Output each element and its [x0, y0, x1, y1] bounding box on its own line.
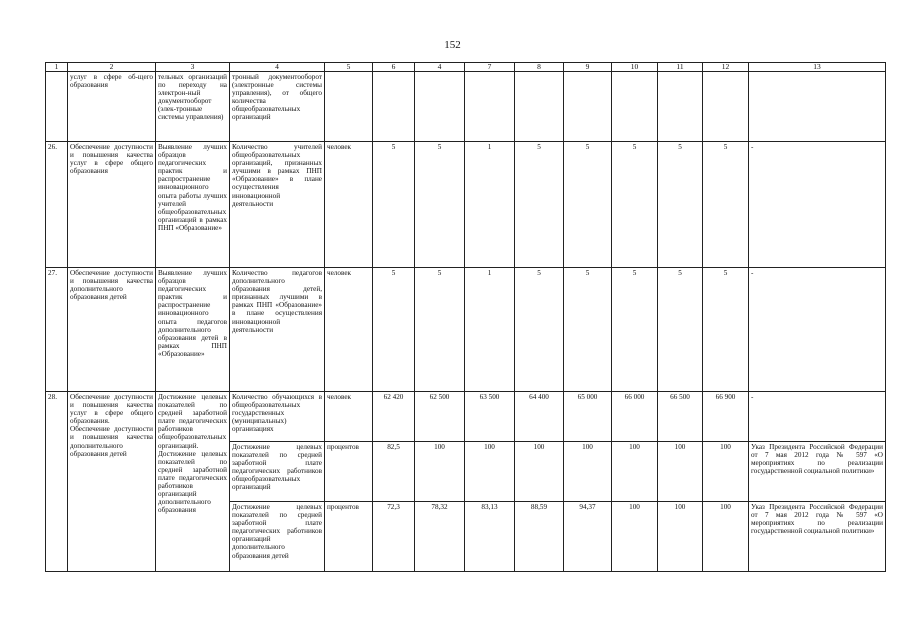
- value-cell: 100: [658, 502, 703, 572]
- note-cell: -: [749, 142, 886, 268]
- unit-cell: человек: [325, 268, 373, 392]
- value-cell: 63 500: [465, 392, 515, 442]
- note-cell: -: [749, 392, 886, 442]
- header-cell: 4: [230, 63, 325, 72]
- indicator-cell: Достижение целевых показателей по средней заработной плате педагогических работников организаций дополнительного образования детей: [230, 502, 325, 572]
- value-cell: 1: [465, 268, 515, 392]
- table-row-continuation: [46, 72, 886, 142]
- value-cell: 5: [612, 268, 658, 392]
- unit-cell: человек: [325, 392, 373, 442]
- value-cell: 100: [564, 442, 612, 502]
- event-cell: тельных организаций по переходу на электрон-ный документооборот (элек-тронные системы управления): [156, 72, 230, 142]
- page-number: 152: [444, 39, 461, 51]
- indicator-cell: Количество обучающихся в общеобразовательных государственных (муниципальных) организациях: [230, 392, 325, 442]
- value-cell: 100: [703, 442, 749, 502]
- value-cell: 100: [612, 502, 658, 572]
- value-cell: 100: [703, 502, 749, 572]
- indicator-cell: Количество учителей общеобразовательных организаций, признанных лучшими в рамках ПНП «Образование» в плане осуществления инновационной деятельности: [230, 142, 325, 268]
- value-cell: 5: [658, 142, 703, 268]
- unit-cell: процентов: [325, 502, 373, 572]
- value-cell: 66 000: [612, 392, 658, 442]
- value-cell: 5: [612, 142, 658, 268]
- event-cell: Выявление лучших образцов педагогических практик и распространение инновационного опыта педагогов дополнительного образования детей в рамках ПНП «Образование»: [156, 268, 230, 392]
- note-cell: -: [749, 268, 886, 392]
- header-cell: 8: [515, 63, 564, 72]
- goal-text: Обеспечение доступности и повышения качества услуг в сфере общего образования.: [70, 393, 153, 426]
- header-cell: 9: [564, 63, 612, 72]
- header-cell: 4: [415, 63, 465, 72]
- value-cell: 5: [415, 142, 465, 268]
- header-cell: 7: [465, 63, 515, 72]
- value-cell: 5: [658, 268, 703, 392]
- note-cell: Указ Президента Российской Федерации от 7 мая 2012 года № 597 «О мероприятиях по реализации государственной социальной политики»: [749, 502, 886, 572]
- header-cell: 13: [749, 63, 886, 72]
- value-cell: 1: [465, 142, 515, 268]
- value-cell: 100: [415, 442, 465, 502]
- header-cell: 5: [325, 63, 373, 72]
- header-cell: 6: [373, 63, 415, 72]
- goal-cell: Обеспечение доступности и повышения качества услуг в сфере общего образования: [68, 142, 156, 268]
- header-cell: 3: [156, 63, 230, 72]
- indicator-cell: Количество педагогов дополнительного образования детей, признанных лучшими в рамках ПНП «Образование» в плане осуществления инновационной деятельности: [230, 268, 325, 392]
- value-cell: 100: [465, 442, 515, 502]
- value-cell: 5: [373, 142, 415, 268]
- row-number: 26.: [46, 142, 68, 268]
- value-cell: 82,5: [373, 442, 415, 502]
- table-row: [46, 142, 886, 268]
- value-cell: 5: [415, 268, 465, 392]
- goal-cell: услуг в сфере об-щего образования: [68, 72, 156, 142]
- event-cell: [156, 392, 230, 572]
- value-cell: 83,13: [465, 502, 515, 572]
- value-cell: 5: [703, 268, 749, 392]
- unit-cell: человек: [325, 142, 373, 268]
- event-text: Достижение целевых показателей по средней заработной плате педагогических работников организаций дополнительного образования: [158, 449, 227, 515]
- table-row: [46, 268, 886, 392]
- value-cell: 5: [515, 142, 564, 268]
- event-text: Достижение целевых показателей по средней заработной плате педагогических работников общеобразовательных организаций.: [158, 393, 227, 450]
- table-row: [46, 392, 886, 442]
- value-cell: 72,3: [373, 502, 415, 572]
- header-cell: 2: [68, 63, 156, 72]
- header-cell: 11: [658, 63, 703, 72]
- unit-cell: процентов: [325, 442, 373, 502]
- row-number: 27.: [46, 268, 68, 392]
- goal-text: Обеспечение доступности и повышения качества дополнительного образования детей: [70, 425, 153, 458]
- header-row: [46, 63, 886, 72]
- value-cell: 5: [564, 142, 612, 268]
- value-cell: 66 500: [658, 392, 703, 442]
- value-cell: 5: [564, 268, 612, 392]
- header-cell: 12: [703, 63, 749, 72]
- value-cell: 78,32: [415, 502, 465, 572]
- row-number: 28.: [46, 392, 68, 572]
- value-cell: 65 000: [564, 392, 612, 442]
- header-cell: 1: [46, 63, 68, 72]
- value-cell: 62 500: [415, 392, 465, 442]
- value-cell: 66 900: [703, 392, 749, 442]
- value-cell: 100: [658, 442, 703, 502]
- note-cell: Указ Президента Российской Федерации от 7 мая 2012 года № 597 «О мероприятиях по реализации государственной социальной политики»: [749, 442, 886, 502]
- value-cell: 5: [703, 142, 749, 268]
- goal-cell: [68, 392, 156, 572]
- event-cell: Выявление лучших образцов педагогических практик и распространение инновационного опыта работы лучших учителей общеобразовательных организаций в рамках ПНП «Образование»: [156, 142, 230, 268]
- value-cell: 94,37: [564, 502, 612, 572]
- value-cell: 5: [373, 268, 415, 392]
- value-cell: 62 420: [373, 392, 415, 442]
- indicators-table: [45, 62, 886, 572]
- value-cell: 5: [515, 268, 564, 392]
- indicator-cell: Достижение целевых показателей по средней заработной плате педагогических работников общеобразовательных организаций: [230, 442, 325, 502]
- indicator-cell: тронный документооборот (электронные системы управления), от общего количества общеобразовательных организаций: [230, 72, 325, 142]
- value-cell: 88,59: [515, 502, 564, 572]
- value-cell: 100: [515, 442, 564, 502]
- goal-cell: Обеспечение доступности и повышения качества дополнительного образования детей: [68, 268, 156, 392]
- header-cell: 10: [612, 63, 658, 72]
- value-cell: 64 400: [515, 392, 564, 442]
- value-cell: 100: [612, 442, 658, 502]
